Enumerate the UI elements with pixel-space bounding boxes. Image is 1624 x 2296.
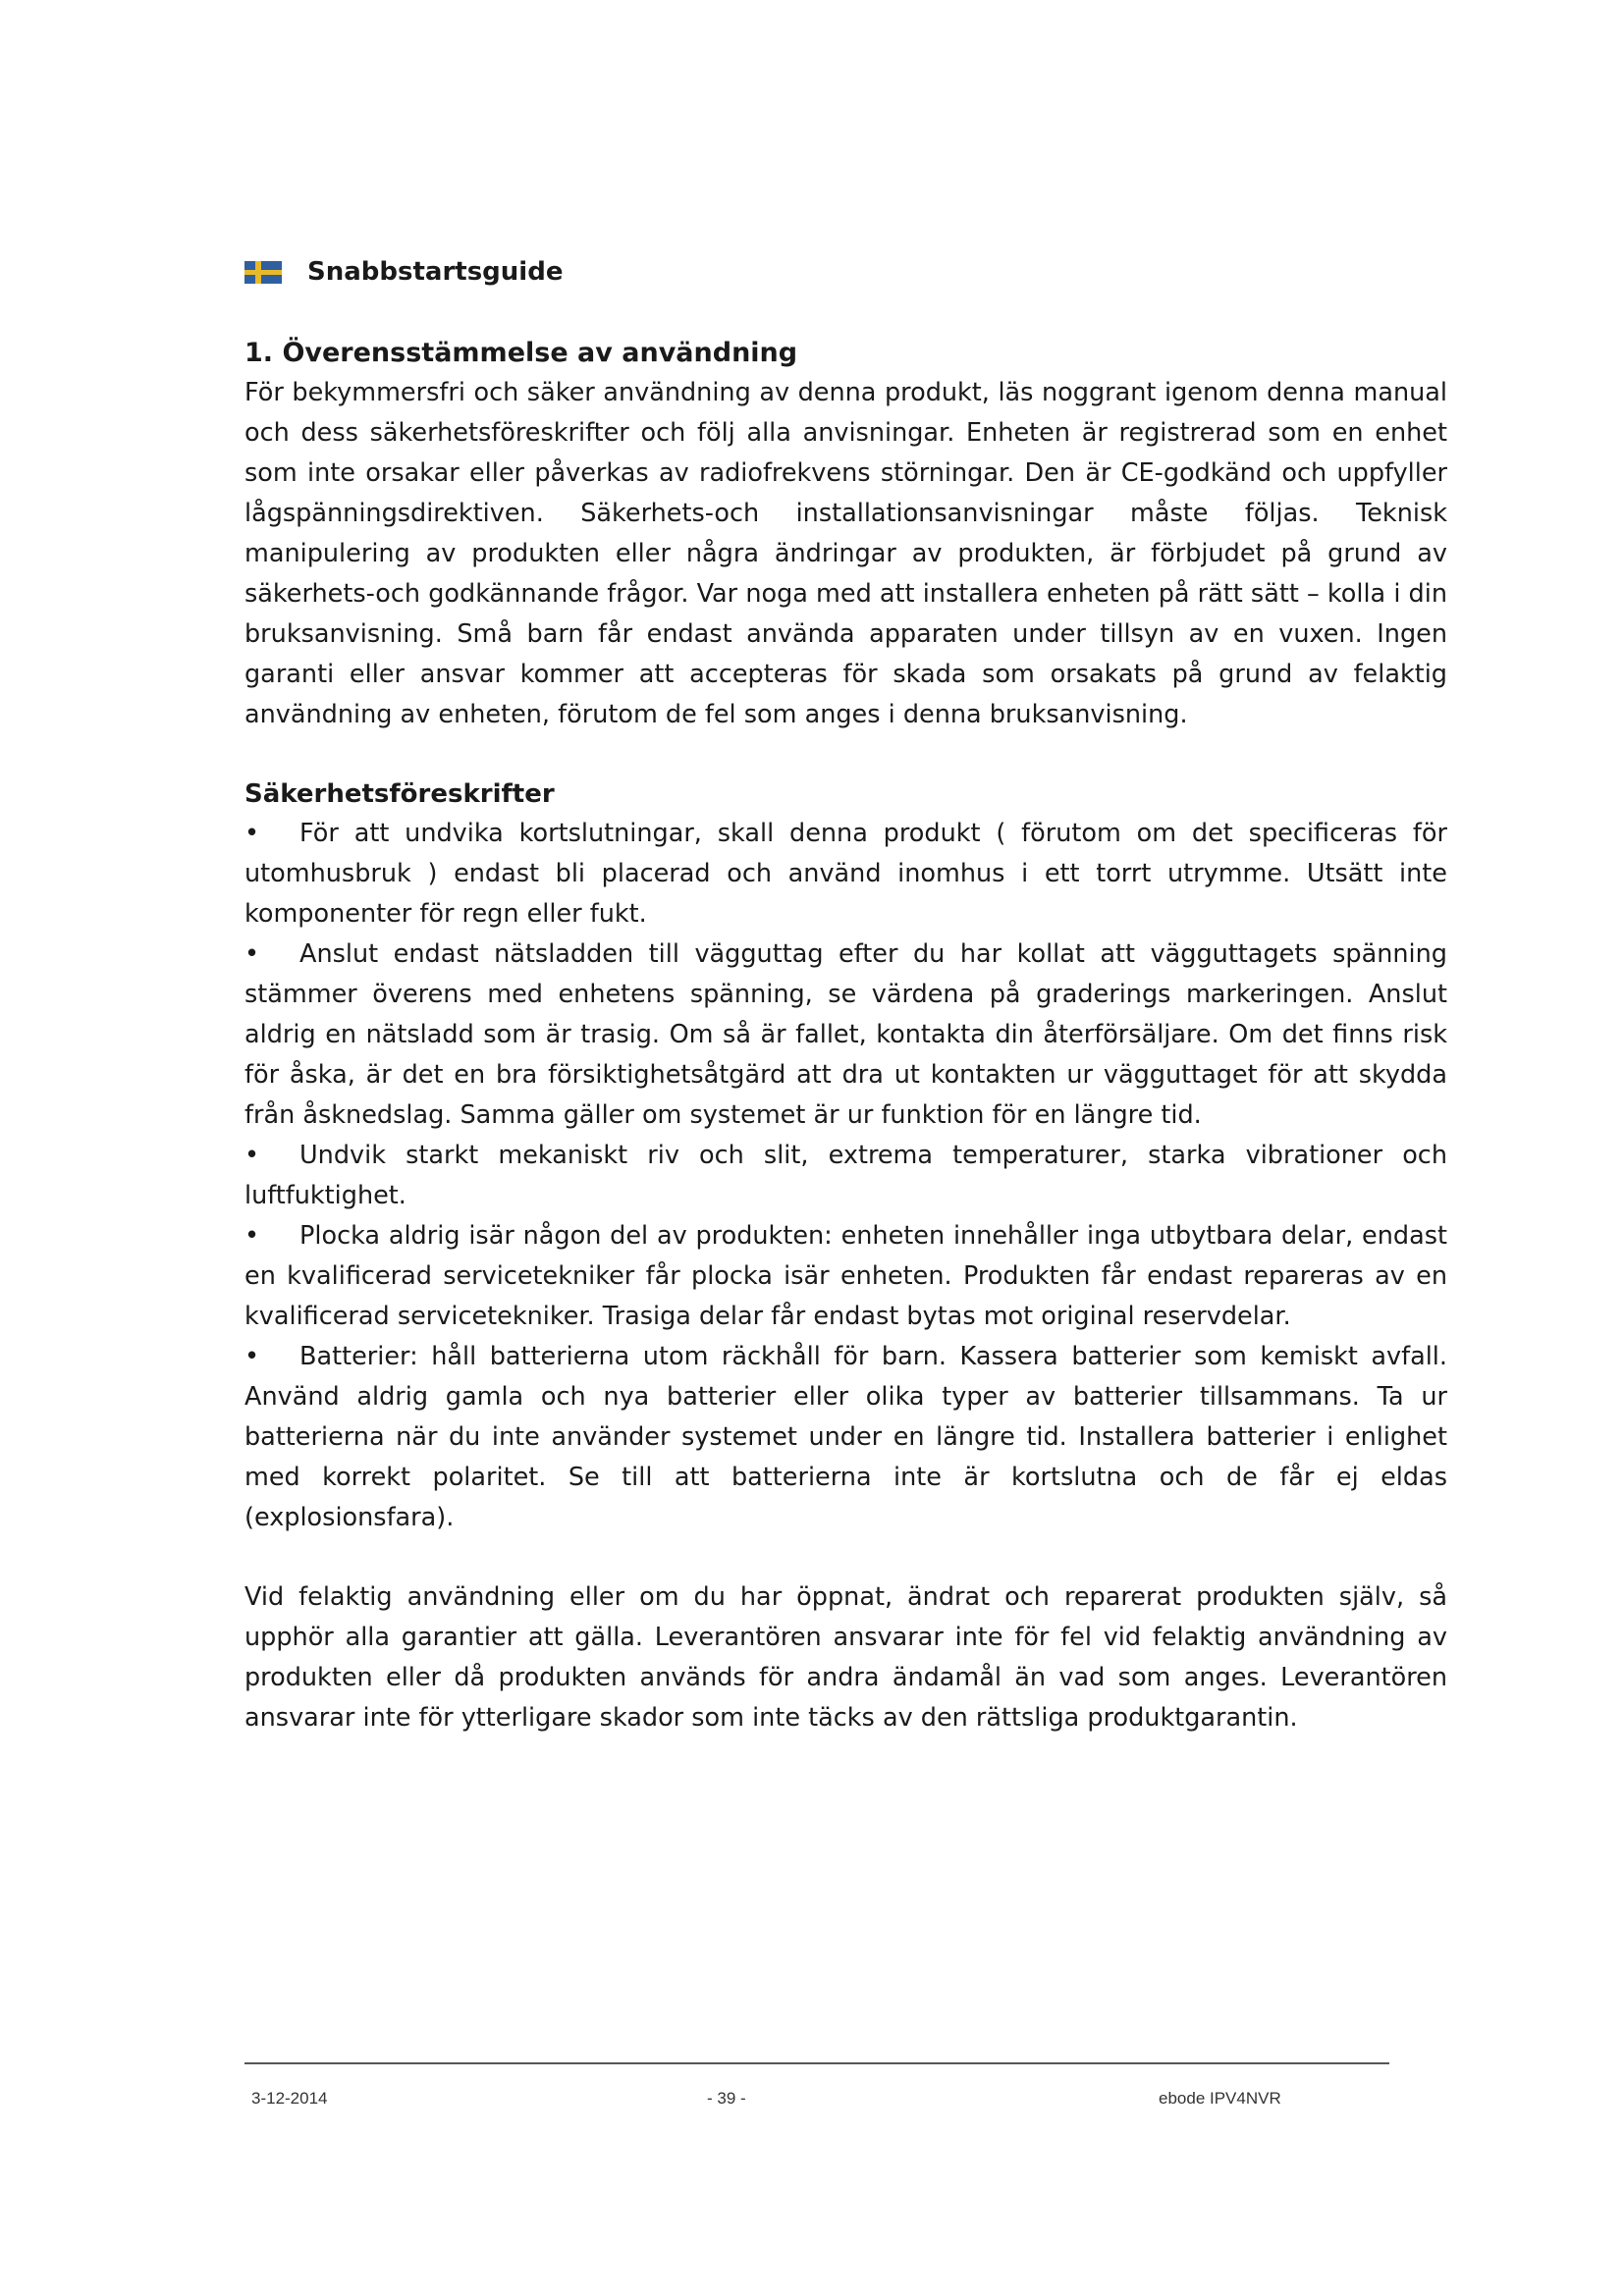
bullet-icon: • (244, 1141, 260, 1170)
list-item (244, 1216, 1447, 1337)
bullet-text: Plocka aldrig isär någon del av produkten: enheten innehåller inga utbytbara delar, endast en kvalificerad servicetekniker får plocka isär enheten. Produkten får endast repareras av en kvalificerad servicetekniker. Trasiga delar får endast bytas mot original reservdelar. (244, 1221, 1447, 1331)
section-heading-conformity: 1. Överensstämmelse av användning (244, 338, 798, 368)
bullet-text: Undvik starkt mekaniskt riv och slit, extrema temperaturer, starka vibrationer och luftfuktighet. (244, 1141, 1447, 1210)
page-header (244, 257, 563, 287)
swedish-flag-icon (244, 261, 282, 284)
footer-model: ebode IPV4NVR (1159, 2089, 1281, 2108)
footer-date: 3-12-2014 (251, 2089, 328, 2108)
list-item (244, 1136, 1447, 1216)
page-number: - 39 - (707, 2089, 746, 2108)
bullet-text: Batterier: håll batterierna utom räckhåll för barn. Kassera batterier som kemiskt avfall. Använd aldrig gamla och nya batterier eller olika typer av batterier tillsammans. Ta ur batterierna när du inte använder systemet under en längre tid. Installera batterier i enlighet med korrekt polaritet. Se till att batterierna inte är kortslutna och de får ej eldas (explosionsfara). (244, 1342, 1447, 1532)
conformity-paragraph: För bekymmersfri och säker användning av denna produkt, läs noggrant igenom denna manual och dess säkerhetsföreskrifter och följ alla anvisningar. Enheten är registrerad som en enhet som inte orsakar eller påverkas av radiofrekvens störningar. Den är CE-godkänd och uppfyller lågspänningsdirektiven. Säkerhets-och installationsanvisningar måste följas. Teknisk manipulering av produkten eller några ändringar av produkten, är förbjudet på grund av säkerhets-och godkännande frågor. Var noga med att installera enheten på rätt sätt – kolla i din bruksanvisning. Små barn får endast använda apparaten under tillsyn av en vuxen. Ingen garanti eller ansvar kommer att accepteras för skada som orsakats på grund av felaktig användning av enheten, förutom de fel som anges i denna bruksanvisning. (244, 378, 1447, 729)
page-title: Snabbstartsguide (307, 257, 564, 287)
list-item (244, 814, 1447, 934)
list-item (244, 1337, 1447, 1538)
closing-paragraph: Vid felaktig användning eller om du har öppnat, ändrat och reparerat produkten själv, så upphör alla garantier att gälla. Leverantören ansvarar inte för fel vid felaktig användning av produkten eller då produkten används för andra ändamål än vad som anges. Leverantören ansvarar inte för ytterligare skador som inte täcks av den rättsliga produktgarantin. (244, 1582, 1447, 1733)
bullet-icon: • (244, 939, 260, 969)
list-item (244, 934, 1447, 1136)
bullet-icon: • (244, 819, 260, 848)
bullet-text: Anslut endast nätsladden till vägguttag efter du har kollat att vägguttagets spänning stämmer överens med enhetens spänning, se värdena på graderings markeringen. Anslut aldrig en nätsladd som är trasig. Om så är fallet, kontakta din återförsäljare. Om det finns risk för åska, är det en bra försiktighetsåtgärd att dra ut kontakten ur vägguttaget för att skydda från åsknedslag. Samma gäller om systemet är ur funktion för en längre tid. (244, 939, 1447, 1130)
bullet-icon: • (244, 1221, 260, 1251)
footer-divider (244, 2062, 1389, 2064)
bullet-icon: • (244, 1342, 260, 1371)
section-heading-safety: Säkerhetsföreskrifter (244, 779, 555, 809)
bullet-text: För att undvika kortslutningar, skall denna produkt ( förutom om det specificeras för utomhusbruk ) endast bli placerad och använd inomhus i ett torrt utrymme. Utsätt inte komponenter för regn eller fukt. (244, 819, 1447, 929)
document-body (244, 334, 1447, 1738)
